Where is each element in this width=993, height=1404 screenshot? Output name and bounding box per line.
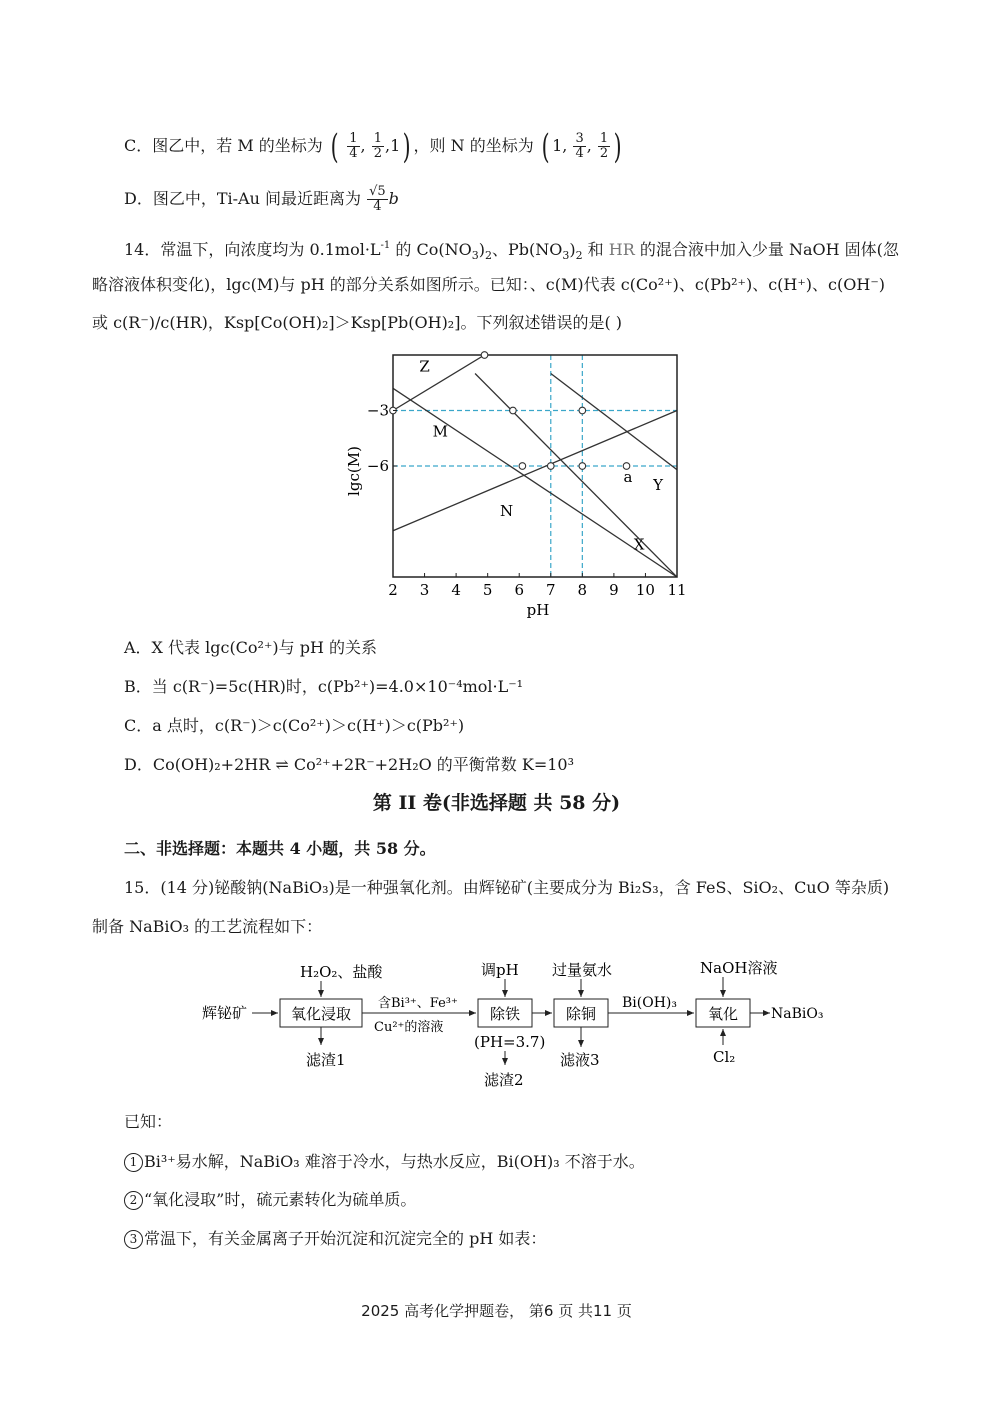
series-line-X bbox=[475, 374, 677, 578]
q14-line3: 或 c(R⁻)/c(HR)，Ksp[Co(OH)₂]＞Ksp[Pb(OH)₂]。下列叙述错误的是( ) bbox=[92, 313, 623, 332]
flow-arrow1-top: 含Bi³⁺、Fe³⁺ bbox=[378, 996, 458, 1011]
variable-b: b bbox=[388, 189, 399, 208]
y-tick-label: −3 bbox=[366, 401, 389, 420]
flow-box3-reagent: 过量氨水 bbox=[552, 961, 613, 979]
flow-box2-label: 除铁 bbox=[489, 1005, 521, 1023]
frac-den: 4 bbox=[373, 199, 382, 214]
flow-box2-reagent: 调pH bbox=[481, 961, 519, 979]
series-label-Y: Y bbox=[653, 476, 664, 495]
q15-line2: 制备 NaBiO₃ 的工艺流程如下： bbox=[92, 917, 323, 936]
option-d-text: D．图乙中，Ti-Au 间最近距离为 bbox=[124, 189, 361, 208]
q14-line2: 略溶液体积变化)，lgc(M)与 pH 的部分关系如图所示。已知：、c(M)代表 c(Co²⁺)、c(Pb²⁺)、c(H⁺)、c(OH⁻) bbox=[92, 275, 886, 294]
frac-num: 1 bbox=[373, 131, 382, 146]
q14-option-b: B．当 c(R⁻)=5c(HR)时，c(Pb²⁺)=4.0×10⁻⁴mol·L⁻¹ bbox=[124, 677, 524, 696]
flow-arrow3-top: Bi(OH)₃ bbox=[622, 995, 677, 1011]
x-tick-label: 5 bbox=[482, 581, 493, 599]
flow-box3-out: 滤液3 bbox=[560, 1051, 600, 1069]
frac-den: 2 bbox=[599, 146, 609, 161]
q14-option-c: C．a 点时，c(R⁻)＞c(Co²⁺)＞c(H⁺)＞c(Pb²⁺) bbox=[124, 716, 465, 735]
known-label: 已知： bbox=[124, 1112, 173, 1131]
flow-box4-in-bottom: Cl₂ bbox=[713, 1048, 736, 1066]
circled-number: 1 bbox=[124, 1153, 143, 1172]
frac-den: 2 bbox=[373, 146, 382, 161]
frac-den: 4 bbox=[349, 146, 358, 161]
x-axis-label: pH bbox=[526, 601, 550, 619]
known-item-2: 2 “氧化浸取”时，硫元素转化为硫单质。 bbox=[124, 1190, 416, 1210]
frac-num: 1 bbox=[349, 131, 358, 146]
y-tick-label: −6 bbox=[366, 457, 389, 475]
flow-box2-note: (PH=3.7) bbox=[474, 1033, 546, 1051]
known-item-3: 3 常温下，有关金属离子开始沉淀和沉淀完全的 pH 如表： bbox=[124, 1229, 546, 1249]
y-axis-label: lgc(M) bbox=[345, 446, 363, 496]
flow-box1-reagent: H₂O₂、盐酸 bbox=[300, 963, 383, 981]
x-tick-label: 7 bbox=[546, 581, 556, 599]
data-marker bbox=[481, 352, 488, 359]
frac-den: 4 bbox=[575, 146, 584, 161]
x-tick-label: 10 bbox=[635, 581, 655, 599]
frac-num: √5 bbox=[369, 184, 386, 199]
q14-option-d: D．Co(OH)₂+2HR ⇌ Co²⁺+2R⁻+2H₂O 的平衡常数 K=10³ bbox=[124, 755, 575, 774]
lgc-ph-chart bbox=[340, 345, 700, 620]
flow-box2-out: 滤渣2 bbox=[484, 1071, 524, 1089]
data-marker bbox=[579, 463, 586, 470]
frac-num: 1 bbox=[599, 131, 609, 146]
x-tick-label: 4 bbox=[451, 581, 461, 599]
x-tick-label: 3 bbox=[419, 581, 430, 599]
flow-box1-label: 氧化浸取 bbox=[290, 1005, 352, 1023]
option-c-text: C．图乙中，若 M 的坐标为 bbox=[124, 136, 323, 155]
coord-value: 1 bbox=[390, 136, 401, 155]
q15-line1: 15．(14 分)铋酸钠(NaBiO₃)是一种强氧化剂。由辉铋矿(主要成分为 Bi₂S₃，含 FeS、SiO₂、CuO 等杂质) bbox=[124, 878, 890, 897]
series-label-M: M bbox=[432, 422, 449, 441]
data-marker bbox=[547, 463, 554, 470]
frac-num: 3 bbox=[575, 131, 584, 146]
circled-number: 2 bbox=[124, 1191, 143, 1210]
q14-option-a: A．X 代表 lgc(Co²⁺)与 pH 的关系 bbox=[124, 638, 378, 657]
data-marker bbox=[519, 463, 526, 470]
section-heading: 二、非选择题：本题共 4 小题，共 58 分。 bbox=[124, 839, 436, 858]
data-marker bbox=[510, 407, 517, 414]
page-footer: 2025 高考化学押题卷， 第6 页 共11 页 bbox=[361, 1302, 632, 1320]
q14-line1: 14．常温下，向浓度均为 $0.1mol\cdot L^{-1}$ 的 $Co(NO_3)_2$、$Pb(NO_3)_2$ 和 HR 的混合液中加入少量 NaOH 固体(忽 bbox=[124, 240, 899, 262]
known-item-1: 1 Bi³⁺易水解，NaBiO₃ 难溶于冷水，与热水反应，Bi(OH)₃ 不溶于水。 bbox=[124, 1152, 645, 1172]
flow-box4-reagent: NaOH溶液 bbox=[700, 959, 778, 977]
coord-value: 1 bbox=[552, 136, 563, 155]
x-tick-label: 9 bbox=[609, 581, 619, 599]
series-label-N: N bbox=[500, 501, 514, 520]
flow-output: NaBiO₃ bbox=[771, 1006, 824, 1022]
x-tick-label: 8 bbox=[577, 581, 588, 599]
series-label-X: X bbox=[633, 535, 645, 554]
flow-input: 辉铋矿 bbox=[202, 1004, 248, 1022]
option-c-13: C．图乙中，若 M 的坐标为 ( $\frac{1}{4}$ , $\frac{1}{2}$ ,1) ，则 N 的坐标为 ( 1, $\frac{3}{4}$ , $\frac{1}{2}$ ) bbox=[124, 126, 622, 167]
process-flowchart bbox=[200, 955, 840, 1095]
data-marker bbox=[579, 407, 586, 414]
flow-arrow1-bottom: Cu²⁺的溶液 bbox=[374, 1020, 444, 1035]
flow-box3-label: 除铜 bbox=[565, 1005, 597, 1023]
option-d-13 bbox=[124, 185, 399, 214]
x-tick-label: 11 bbox=[667, 581, 687, 599]
flow-box1-out: 滤渣1 bbox=[306, 1051, 346, 1069]
series-label-Z: Z bbox=[419, 357, 430, 376]
circled-number: 3 bbox=[124, 1230, 143, 1249]
x-tick-label: 6 bbox=[514, 581, 524, 599]
point-annotation: a bbox=[623, 468, 633, 486]
x-tick-label: 2 bbox=[388, 581, 398, 599]
series-line-Z bbox=[393, 355, 485, 411]
flow-box4-label: 氧化 bbox=[707, 1005, 739, 1023]
section-title: 第 II 卷(非选择题 共 58 分) bbox=[372, 792, 621, 814]
option-c-middle: ，则 N 的坐标为 bbox=[413, 136, 534, 155]
